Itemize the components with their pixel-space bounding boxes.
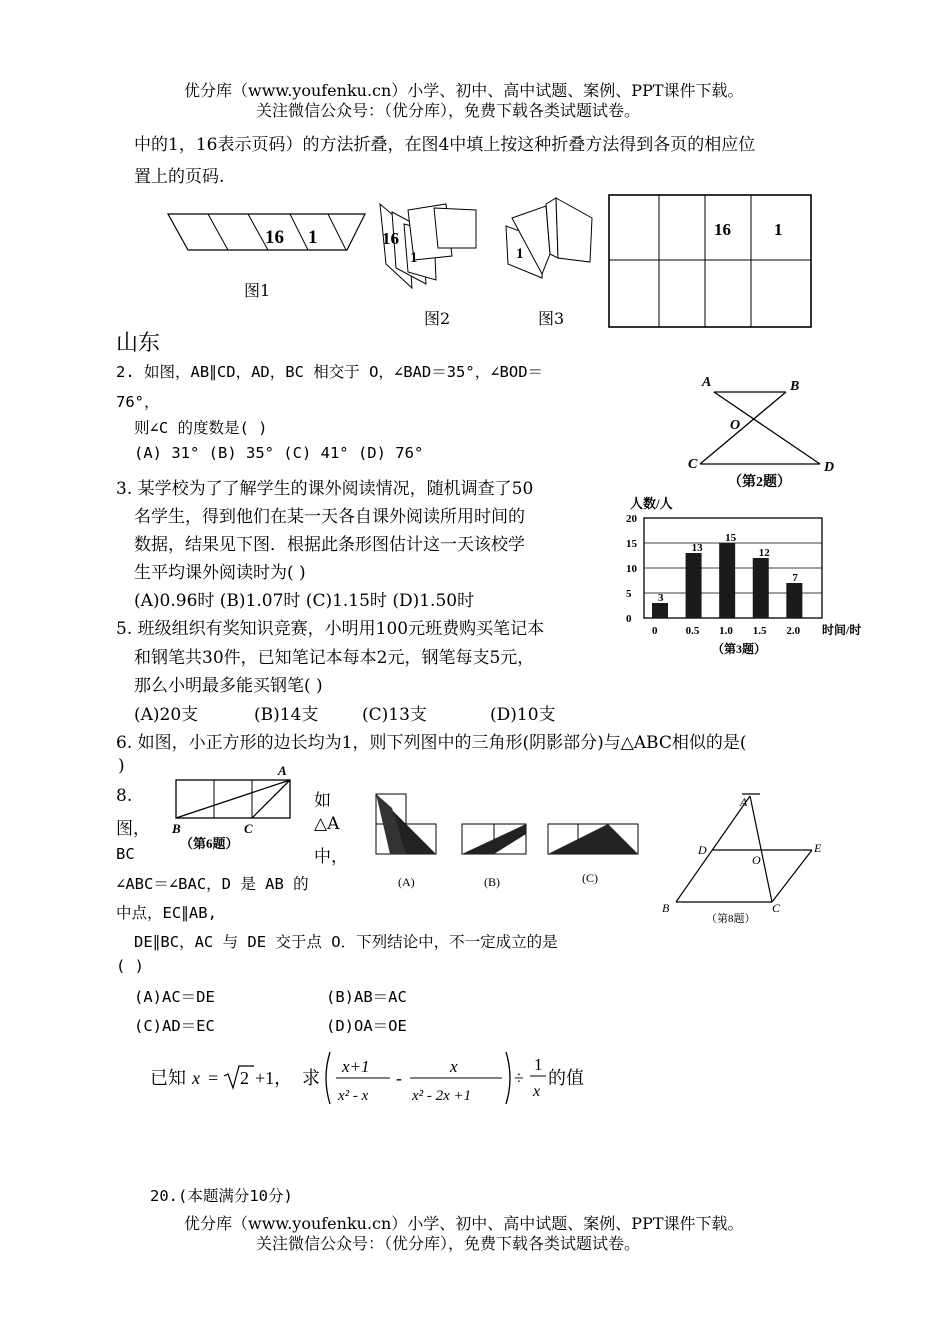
chart-y-tick: 15: [626, 538, 637, 550]
chart-y-tick: 0: [626, 613, 632, 625]
chart-bar-label: 3: [658, 592, 664, 604]
chart-y-tick: 20: [626, 513, 637, 525]
chart-bar-label: 12: [758, 547, 770, 559]
formula-prefix: 已知: [150, 1068, 186, 1088]
q2-line-1: 2. 如图，AB∥CD，AD，BC 相交于 O，∠BAD＝35°，∠BOD＝: [116, 363, 544, 381]
q8-paren: ( ): [116, 957, 144, 975]
chart-bar: [719, 543, 735, 618]
chart-bar-label: 7: [792, 572, 798, 584]
chart-y-tick: 5: [626, 588, 632, 600]
q6-line-2: ): [118, 756, 125, 776]
q6-line-1: 6. 如图，小正方形的边长均为1，则下列图中的三角形(阴影部分)与△ABC相似的是(: [116, 733, 747, 753]
q8-line-mid: 中点，EC∥AB,: [116, 904, 217, 922]
region-heading: 山东: [116, 331, 161, 356]
q8-figure: [654, 788, 834, 928]
q8-tu: 图，: [116, 819, 150, 839]
q8-option-d: (D)OA＝OE: [326, 1017, 407, 1035]
q5-option-c: (C)13支: [362, 705, 427, 725]
q2-line-3: 则∠C 的度数是( ): [134, 419, 268, 437]
footer-line-2: 关注微信公众号：（优分库），免费下载各类试题试卷。: [256, 1234, 641, 1253]
q3-bar-chart: [622, 494, 872, 660]
q6-figure: [168, 762, 304, 858]
formula-num2: x: [450, 1057, 458, 1076]
q6-label-b: B: [172, 821, 181, 836]
header-line-1: 优分库（www.youfenku.cn）小学、初中、高中试题、案例、PPT课件下载。: [184, 81, 744, 100]
q2-options: (A) 31° (B) 35° (C) 41° (D) 76°: [134, 444, 424, 462]
q8-label-e: E: [814, 841, 822, 855]
q6-label-c: C: [244, 821, 253, 836]
q8-number: 8.: [116, 786, 133, 806]
formula-num3: 1: [534, 1055, 543, 1074]
chart-title: （第3题）: [712, 642, 767, 656]
chart-y-tick: 10: [626, 563, 637, 575]
q8-triangle-a: △A: [314, 814, 340, 834]
q8-ru: 如: [314, 791, 331, 811]
chart-bar: [786, 583, 802, 618]
q8-option-a: (A)AC＝DE: [134, 988, 215, 1006]
q5-option-b: (B)14支: [254, 705, 319, 725]
q5-line-3: 那么小明最多能买钢笔( ): [134, 676, 323, 696]
formula-ask: 求: [302, 1068, 320, 1088]
q2-label-d: D: [824, 460, 835, 475]
q3-line-1: 3. 某学校为了了解学生的课外阅读情况，随机调查了50: [116, 479, 534, 499]
fig1-label-16: 16: [265, 227, 284, 248]
footer-line-1: 优分库（www.youfenku.cn）小学、初中、高中试题、案例、PPT课件下载。: [184, 1214, 744, 1233]
chart-x-tick: 2.0: [786, 625, 801, 637]
q8-option-c: (C)AD＝EC: [134, 1017, 215, 1035]
q2-line-2: 76°，: [116, 393, 160, 411]
q6-option-c-label: (C): [582, 871, 598, 885]
q3-line-3: 数据，结果见下图．根据此条形图估计这一天该校学: [134, 535, 525, 555]
chart-x-tick: 0.5: [685, 625, 700, 637]
chart-bar: [652, 603, 668, 618]
fig2-caption: 图2: [424, 309, 451, 328]
formula-eq: =: [208, 1068, 219, 1088]
chart-x-tick: 1.0: [719, 625, 733, 637]
q20-heading: 20.(本题满分10分): [150, 1187, 293, 1205]
q6-option-a-label: (A): [398, 875, 415, 889]
intro-line-1: 中的1，16表示页码）的方法折叠，在图4中填上按这种折叠方法得到各页的相应位: [134, 135, 756, 155]
formula-plus1: +1，: [255, 1068, 293, 1088]
q2-label-a: A: [702, 375, 712, 390]
q6-caption: （第6题）: [180, 836, 239, 851]
fig1-label-1: 1: [308, 227, 318, 248]
chart-bar: [686, 553, 702, 618]
q8-label-d: D: [698, 843, 707, 857]
formula-den1: x² - x: [338, 1088, 369, 1104]
q3-options: (A)0.96时 (B)1.07时 (C)1.15时 (D)1.50时: [134, 591, 475, 611]
q6-option-b-figure: [460, 820, 530, 890]
formula-two: 2: [240, 1068, 249, 1088]
q8-line-abc: ∠ABC＝∠BAC，D 是 AB 的: [116, 875, 309, 893]
fold-figure-3: [502, 196, 598, 281]
q8-zhong: 中，: [314, 847, 348, 867]
q5-line-2: 和钢笔共30件，已知笔记本每本2元，钢笔每支5元，: [134, 648, 535, 668]
fig1-caption: 图1: [244, 281, 271, 300]
formula-suffix: 的值: [548, 1068, 584, 1088]
q2-label-o: O: [730, 418, 741, 433]
formula-minus: -: [396, 1068, 402, 1088]
formula: [150, 1046, 610, 1116]
formula-num1: x+1: [342, 1057, 370, 1076]
chart-x-tick: 0: [652, 625, 658, 637]
header-line-2: 关注微信公众号：（优分库），免费下载各类试题试卷。: [256, 101, 641, 120]
chart-x-label: 时间/时: [822, 623, 862, 637]
q6-option-b-label: (B): [484, 875, 500, 889]
q6-option-a-figure: [372, 792, 438, 892]
q2-label-b: B: [790, 379, 800, 394]
q8-caption: （第8题）: [706, 913, 756, 925]
q5-line-1: 5. 班级组织有奖知识竞赛，小明用100元班费购买笔记本: [116, 619, 545, 639]
chart-y-label: 人数/人: [630, 496, 673, 511]
q2-label-c: C: [688, 457, 698, 472]
fig2-label-1: 1: [410, 250, 418, 266]
q8-label-a: A: [740, 795, 748, 809]
q3-line-2: 名学生，得到他们在某一天各自课外阅读所用时间的: [134, 507, 525, 527]
fold-figure-2: [378, 198, 488, 293]
q2-caption: （第2题）: [728, 475, 791, 490]
formula-den3: x: [533, 1083, 541, 1100]
q6-label-a: A: [278, 763, 287, 778]
chart-bar-label: 13: [691, 542, 703, 554]
chart-x-tick: 1.5: [752, 625, 767, 637]
grid-cell-16: 16: [714, 220, 731, 239]
fold-grid-figure-4: [608, 194, 814, 328]
q8-label-o: O: [752, 853, 761, 867]
chart-bar-label: 15: [725, 532, 737, 544]
q5-option-d: (D)10支: [490, 705, 556, 725]
q6-option-c-figure: [546, 820, 642, 886]
fold-figure-1: [168, 212, 368, 262]
q8-line-de: DE∥BC，AC 与 DE 交于点 O．下列结论中，不一定成立的是: [134, 933, 558, 951]
q5-option-a: (A)20支: [134, 705, 199, 725]
fig3-caption: 图3: [538, 309, 565, 328]
chart-bar: [753, 558, 769, 618]
grid-cell-1: 1: [774, 220, 783, 239]
q8-label-b: B: [662, 901, 670, 915]
formula-x: x: [192, 1068, 200, 1088]
fig3-label-1: 1: [516, 246, 524, 262]
formula-den2: x² - 2x +1: [412, 1088, 472, 1104]
intro-line-2: 置上的页码.: [134, 167, 225, 187]
q3-line-4: 生平均课外阅读时为( ): [134, 563, 306, 583]
q8-option-b: (B)AB＝AC: [326, 988, 407, 1006]
formula-div: ÷: [514, 1068, 524, 1088]
q2-figure: [680, 370, 850, 495]
fig2-label-16: 16: [382, 229, 399, 248]
q8-bc: BC: [116, 845, 135, 863]
q8-label-c: C: [772, 901, 781, 915]
